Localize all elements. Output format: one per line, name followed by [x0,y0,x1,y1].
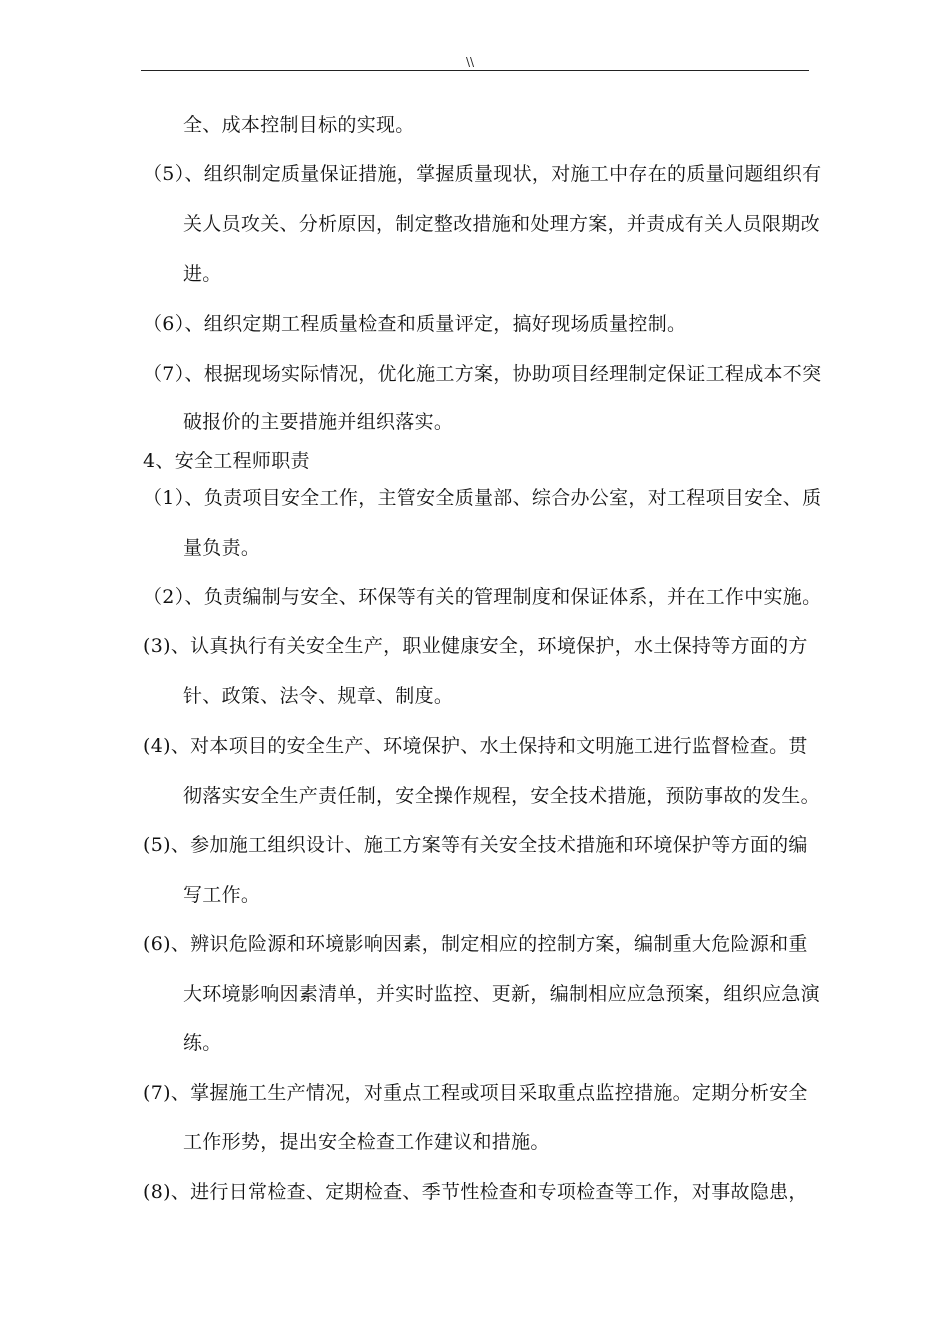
body-line-13: 针、政策、法令、规章、制度。 [183,685,454,707]
body-line-12: (3)、认真执行有关安全生产，职业健康安全，环境保护，水土保持等方面的方 [143,635,808,657]
body-line-20: 练。 [183,1032,222,1054]
section-heading: 4、安全工程师职责 [143,450,310,472]
body-line-9: （1）、负责项目安全工作，主管安全质量部、综合办公室，对工程项目安全、质 [143,487,822,509]
body-line-22: 工作形势，提出安全检查工作建议和措施。 [183,1131,550,1153]
body-line-23: (8)、进行日常检查、定期检查、季节性检查和专项检查等工作，对事故隐患， [143,1181,808,1203]
body-line-15: 彻落实安全生产责任制，安全操作规程，安全技术措施，预防事故的发生。 [183,785,820,807]
header-rule [141,70,809,71]
body-line-16: (5)、参加施工组织设计、施工方案等有关安全技术措施和环境保护等方面的编 [143,834,808,856]
body-line-17: 写工作。 [183,884,261,906]
body-line-3: 关人员攻关、分析原因，制定整改措施和处理方案，并责成有关人员限期改 [183,213,820,235]
header-mark: \\ [466,55,475,69]
body-line-21: (7)、掌握施工生产情况，对重点工程或项目采取重点监控措施。定期分析安全 [143,1082,808,1104]
body-line-5: （6）、组织定期工程质量检查和质量评定，搞好现场质量控制。 [143,313,687,335]
body-line-19: 大环境影响因素清单，并实时监控、更新，编制相应应急预案，组织应急演 [183,983,820,1005]
body-line-4: 进。 [183,263,222,285]
body-line-6: （7）、根据现场实际情况，优化施工方案，协助项目经理制定保证工程成本不突 [143,363,822,385]
body-line-11: （2）、负责编制与安全、环保等有关的管理制度和保证体系，并在工作中实施。 [143,586,822,608]
body-line-10: 量负责。 [183,537,261,559]
body-line-1: 全、成本控制目标的实现。 [183,114,415,136]
body-line-14: (4)、对本项目的安全生产、环境保护、水土保持和文明施工进行监督检查。贯 [143,735,808,757]
body-line-2: （5）、组织制定质量保证措施，掌握质量现状，对施工中存在的质量问题组织有 [143,163,822,185]
body-line-7: 破报价的主要措施并组织落实。 [183,411,454,433]
body-line-18: (6)、辨识危险源和环境影响因素，制定相应的控制方案，编制重大危险源和重 [143,933,808,955]
